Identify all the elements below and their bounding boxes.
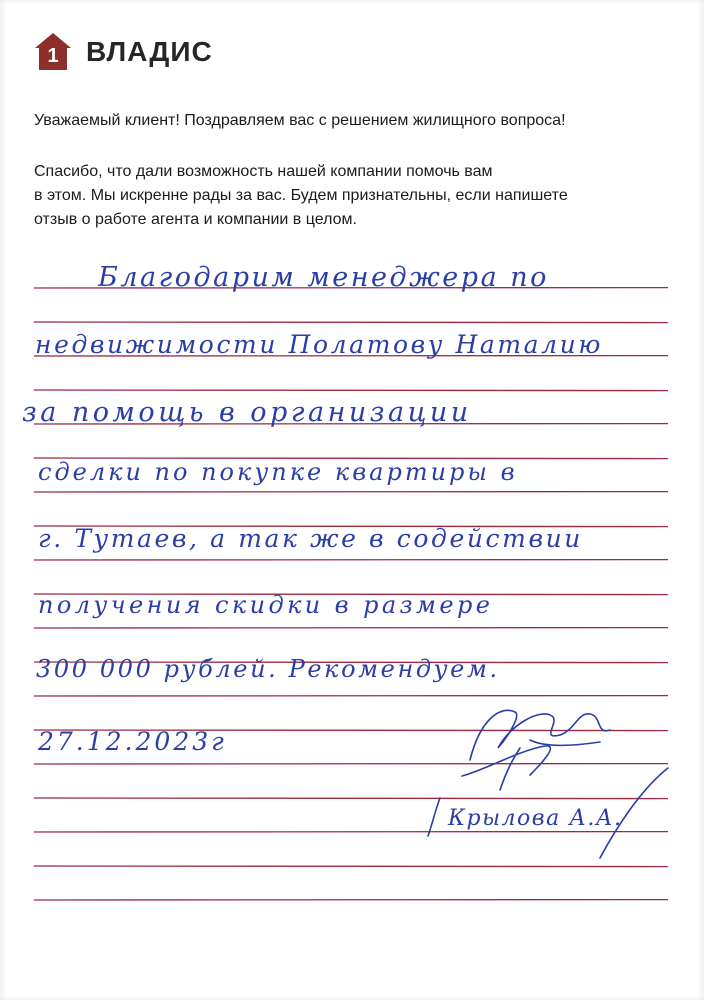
review-line-4: сделки по покупке квартиры в	[38, 458, 518, 486]
review-date: 27.12.2023г	[38, 727, 227, 756]
review-line-6: получения скидки в размере	[38, 591, 494, 619]
review-line-5: г. Тутаев, а так же в содействии	[38, 524, 584, 553]
review-line-2: недвижимости Полатову Наталию	[35, 330, 603, 359]
review-line-7: 300 000 рублей. Рекомендуем.	[36, 655, 500, 683]
intro-line: отзыв о работе агента и компании в целом.	[34, 211, 357, 228]
intro-line: Спасибо, что дали возможность нашей компании помочь вам	[34, 163, 493, 180]
review-line-3: за помощь в организации	[22, 397, 472, 428]
ruled-line	[34, 322, 668, 323]
ruled-line	[34, 798, 668, 799]
greeting-text: Уважаемый клиент! Поздравляем вас с решением жилищного вопроса!	[34, 112, 566, 129]
ruled-line	[34, 866, 668, 867]
signature-scribble	[428, 710, 668, 858]
ruled-line	[34, 390, 668, 391]
brand-name: ВЛАДИС	[86, 36, 213, 67]
signature-name: Крылова А.А.	[448, 806, 623, 831]
logo-digit: 1	[47, 45, 59, 67]
intro-line: в этом. Мы искренне рады за вас. Будем признательны, если напишете	[34, 187, 568, 204]
review-line-1: Благодарим менеджера по	[98, 262, 549, 293]
